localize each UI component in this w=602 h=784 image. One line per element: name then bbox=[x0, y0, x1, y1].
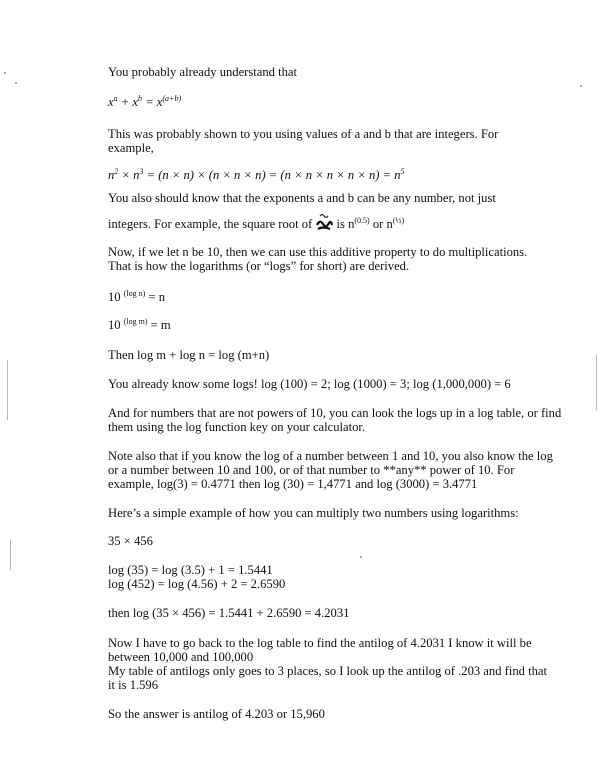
antilog-line-2: between 10,000 and 100,000 bbox=[108, 650, 254, 664]
integers-line-1: This was probably shown to you using values of a and b that are integers. For bbox=[108, 127, 499, 141]
log35-line: log (35) = log (3.5) + 1 = 1.5441 bbox=[108, 563, 273, 577]
eq-log-n: 10 $^{(log n)}$ = n bbox=[108, 289, 166, 304]
eq-exponent-sum: $x^a + x^b = x^{(a+b)}$ bbox=[108, 94, 182, 109]
scan-edge-right bbox=[596, 355, 597, 410]
log-sum-line: Then log m + log n = log (m+n) bbox=[108, 348, 270, 362]
non-powers-line-2: them using the log function key on your calculator. bbox=[108, 420, 366, 434]
scribbled-n-icon bbox=[315, 218, 333, 230]
note-line-3: example, log(3) = 0.4771 then log (30) = 1,4771 and log (3000) = 3.4771 bbox=[108, 477, 478, 491]
product-line: 35 × 456 bbox=[108, 534, 153, 548]
scan-edge-left-lower bbox=[10, 540, 11, 570]
sum-line: then log (35 × 456) = 1.5441 + 2.6590 = 4.2031 bbox=[108, 606, 350, 620]
additive-line-1: Now, if we let n be 10, then we can use this additive property to do multiplications. bbox=[108, 245, 528, 259]
exponents-line-2: integers. For example, the square root of is $n^{(0.5)}$ or $n^{(\frac{1}{2})}$ bbox=[108, 216, 405, 231]
note-line-1: Note also that if you know the log of a number between 1 and 10, you also know the log bbox=[108, 449, 553, 463]
scan-speck bbox=[360, 556, 362, 558]
note-line-2: or a number between 10 and 100, or of that number to **any** power of 10. For bbox=[108, 463, 515, 477]
antilog-line-3: My table of antilogs only goes to 3 places, so I look up the antilog of .203 and find that bbox=[108, 664, 547, 678]
non-powers-line-1: And for numbers that are not powers of 10, you can look the logs up in a log table, or find bbox=[108, 406, 562, 420]
example-intro-line: Here’s a simple example of how you can multiply two numbers using logarithms: bbox=[108, 506, 519, 520]
scan-speck bbox=[15, 82, 17, 84]
known-logs-line: You already know some logs! log (100) = 2; log (1000) = 3; log (1,000,000) = 6 bbox=[108, 377, 511, 391]
eq-cubes: $n^2 \times n^3 = (n \times n) \times (n \times n \times n) = (n \times n \times n \times n \times n) = n^5$ bbox=[108, 167, 405, 182]
scan-edge-left bbox=[7, 360, 8, 420]
intro-line: You probably already understand that bbox=[108, 65, 297, 79]
answer-line: So the answer is antilog of 4.203 or 15,960 bbox=[108, 707, 325, 721]
integers-line-2: example, bbox=[108, 141, 154, 155]
antilog-line-4: it is 1.596 bbox=[108, 678, 159, 692]
log452-line: log (452) = log (4.56) + 2 = 2.6590 bbox=[108, 577, 286, 591]
scan-speck bbox=[580, 85, 582, 87]
scan-speck bbox=[4, 72, 6, 74]
eq-log-m: 10 $^{(log m)}$ = m bbox=[108, 317, 171, 332]
antilog-line-1: Now I have to go back to the log table to find the antilog of 4.2031 I know it will be bbox=[108, 636, 532, 650]
additive-line-2: That is how the logarithms (or “logs” for short) are derived. bbox=[108, 259, 410, 273]
exponents-line-1: You also should know that the exponents a and b can be any number, not just bbox=[108, 191, 496, 205]
